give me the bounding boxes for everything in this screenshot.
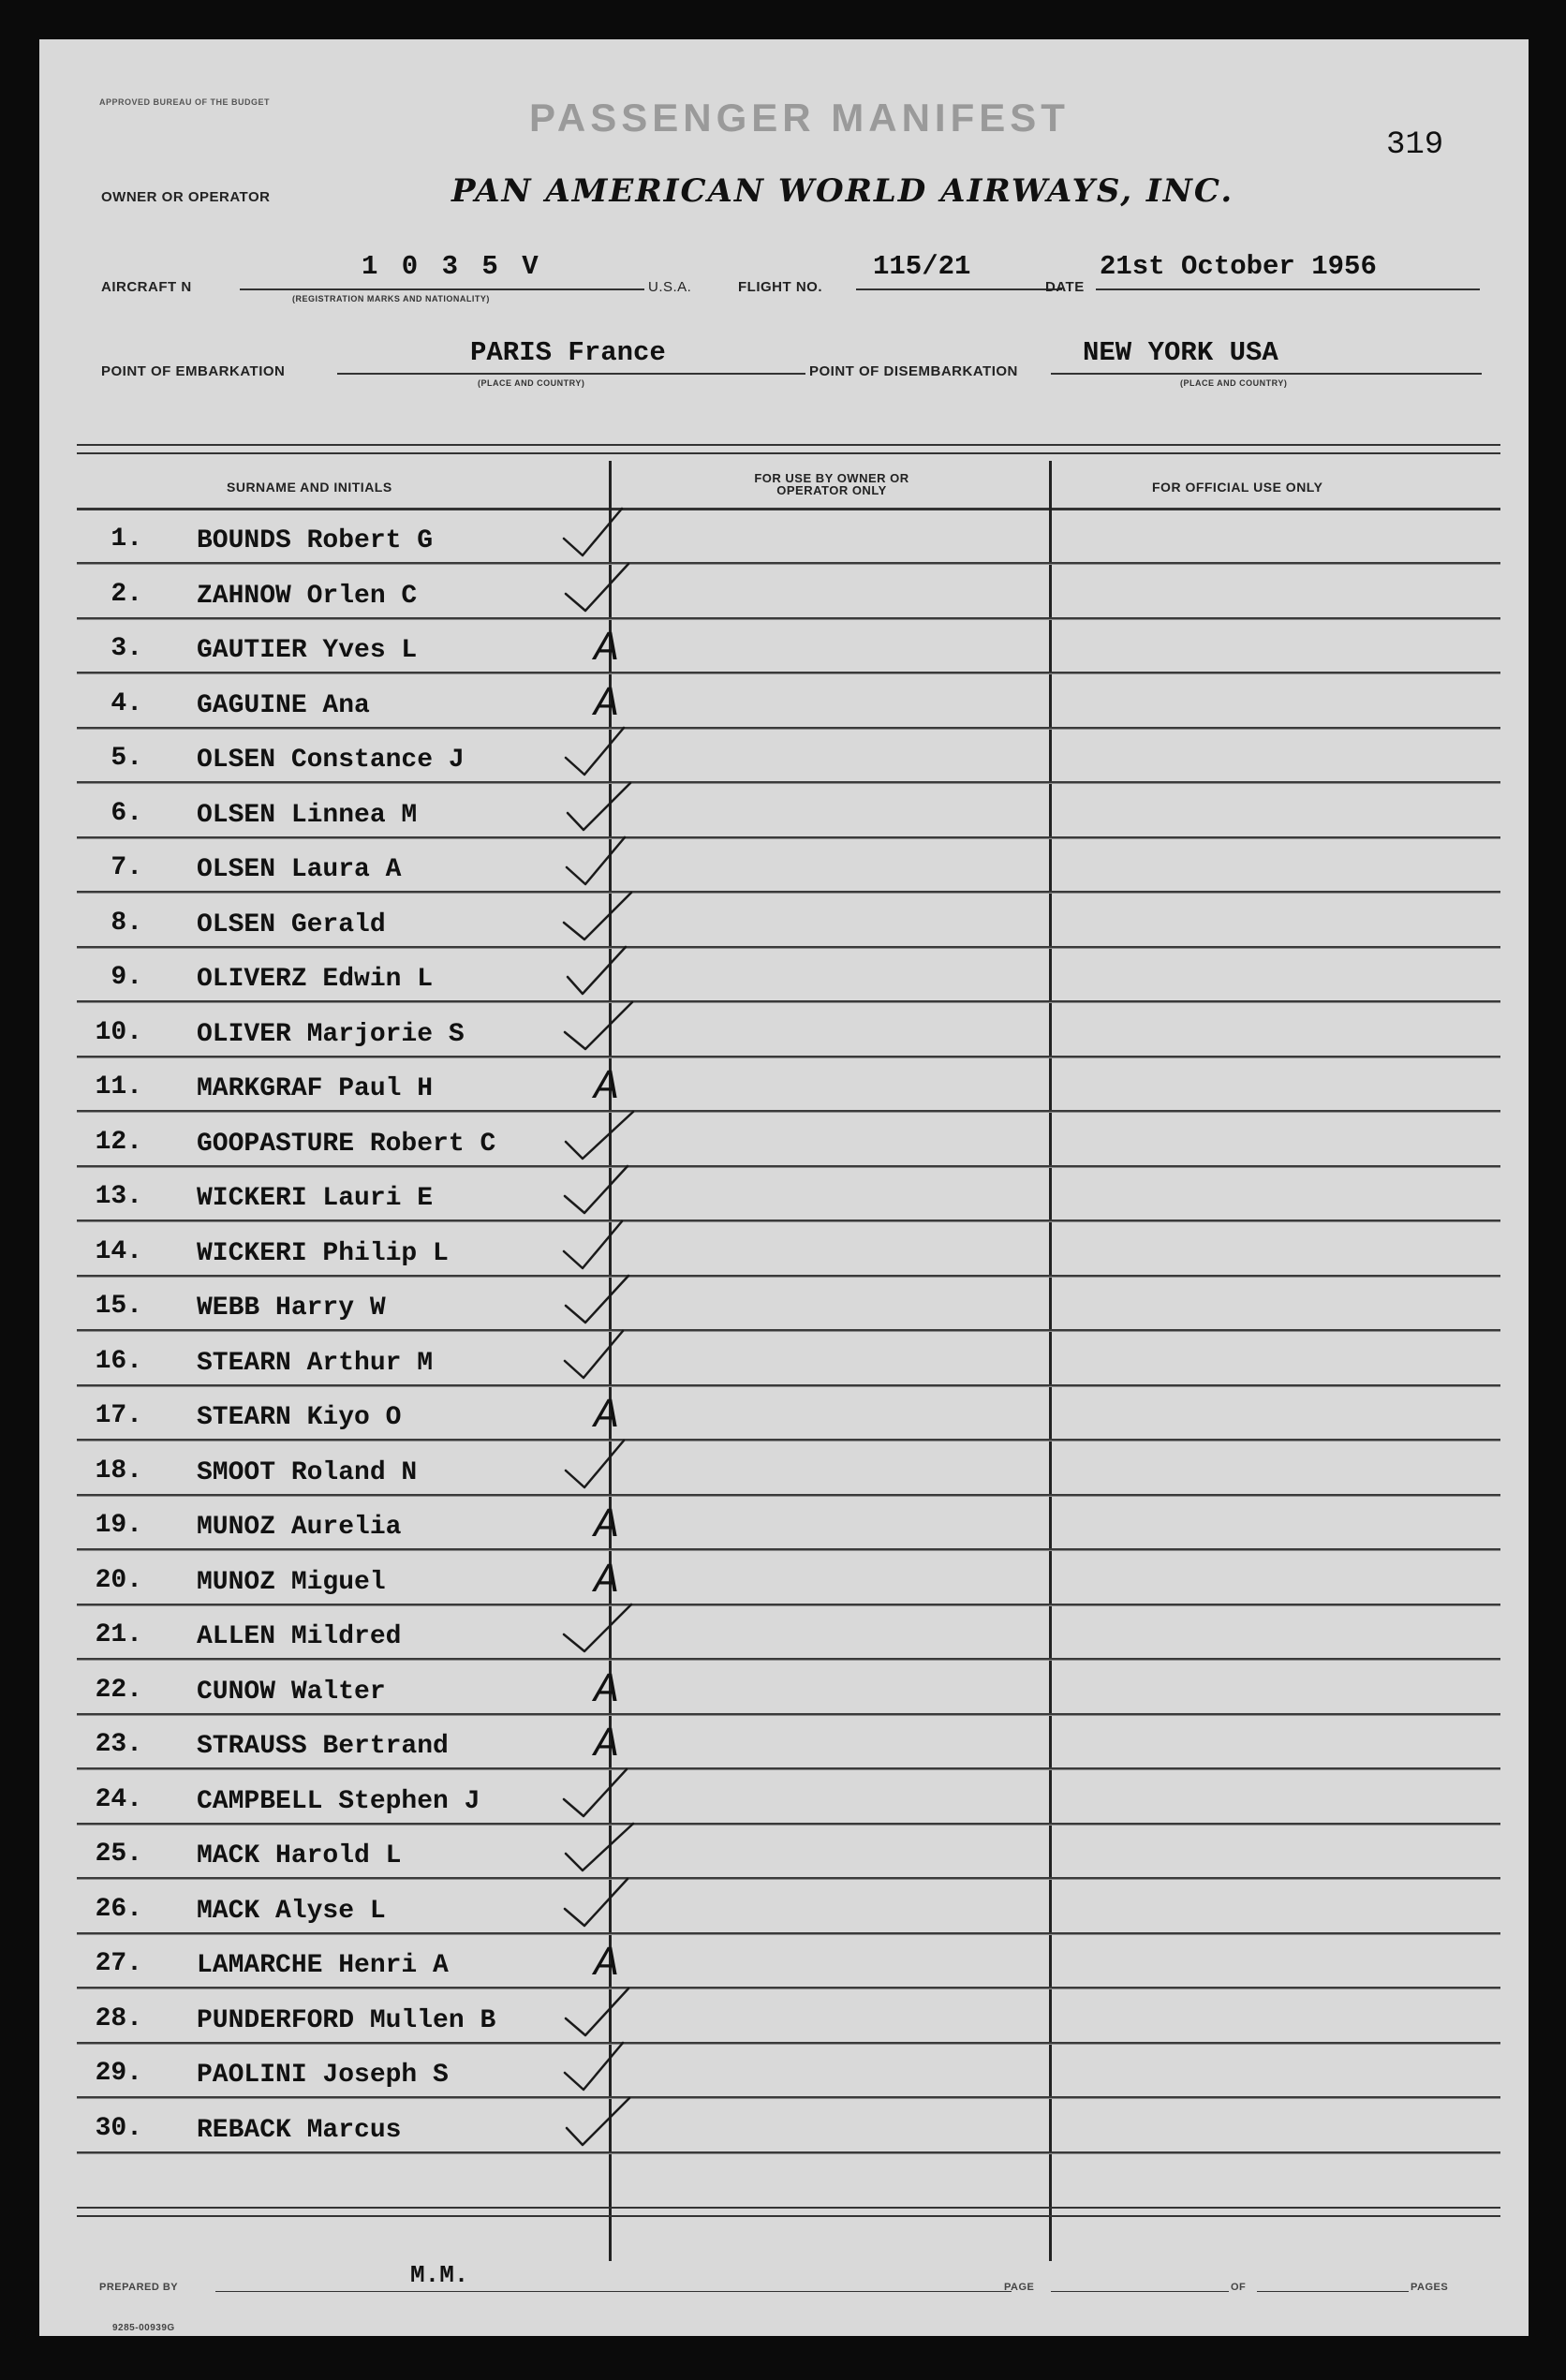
- check-mark-icon: [556, 503, 659, 561]
- embarkation-value: PARIS France: [470, 337, 666, 368]
- passenger-name: GAUTIER Yves L: [197, 636, 418, 665]
- prepared-value: M.M.: [410, 2261, 469, 2289]
- passenger-name: GOOPASTURE Robert C: [197, 1129, 496, 1159]
- check-mark-icon: [556, 1983, 659, 2041]
- check-mark-icon: [556, 2092, 659, 2151]
- passenger-name: STEARN Arthur M: [197, 1348, 434, 1378]
- page-label: PAGE: [1004, 2282, 1035, 2293]
- check-mark-icon: [556, 1325, 659, 1383]
- passenger-name: CUNOW Walter: [197, 1677, 386, 1707]
- row-number: 14.: [95, 1236, 142, 1266]
- table-row: [77, 1114, 1500, 1168]
- check-mark-icon: [556, 2037, 659, 2095]
- passenger-name: OLIVERZ Edwin L: [197, 965, 434, 994]
- owner-value: PAN AMERICAN WORLD AIRWAYS, INC.: [451, 172, 1234, 210]
- row-number: 18.: [95, 1456, 142, 1486]
- passenger-name: WICKERI Lauri E: [197, 1184, 434, 1213]
- row-number: 20.: [95, 1565, 142, 1595]
- disembarkation-label: POINT OF DISEMBARKATION: [809, 363, 1018, 379]
- passenger-name: OLSEN Linnea M: [197, 800, 418, 830]
- table-row: [77, 1442, 1500, 1497]
- handwritten-a-text: A: [594, 1722, 620, 1765]
- passenger-name: ZAHNOW Orlen C: [197, 581, 418, 611]
- table-row: [77, 675, 1500, 730]
- handwritten-a-text: A: [594, 1941, 620, 1984]
- check-mark-icon: [556, 997, 659, 1055]
- prepared-label: PREPARED BY: [99, 2282, 179, 2293]
- form-code: 9285-00939G: [112, 2323, 175, 2333]
- handwritten-a-text: A: [594, 626, 620, 669]
- passenger-name: MUNOZ Miguel: [197, 1567, 386, 1597]
- handwritten-a-text: A: [594, 1064, 620, 1107]
- table-row: [77, 620, 1500, 674]
- row-number: 7.: [111, 853, 142, 882]
- passenger-name: GAGUINE Ana: [197, 690, 370, 720]
- table-row: [77, 1004, 1500, 1058]
- aircraft-value: 1 0 3 5 V: [362, 251, 542, 282]
- owner-label: OWNER OR OPERATOR: [101, 189, 271, 205]
- embarkation-label: POINT OF EMBARKATION: [101, 363, 286, 379]
- table-row: [77, 1168, 1500, 1222]
- passenger-name: STEARN Kiyo O: [197, 1403, 402, 1432]
- passenger-name: OLIVER Marjorie S: [197, 1019, 465, 1049]
- table-row: [77, 1826, 1500, 1880]
- row-number: 8.: [111, 908, 142, 938]
- passenger-name: OLSEN Laura A: [197, 855, 402, 884]
- table-row: [77, 1387, 1500, 1441]
- passenger-name: MUNOZ Aurelia: [197, 1513, 402, 1542]
- row-number: 6.: [111, 798, 142, 828]
- check-mark-icon: [556, 887, 659, 945]
- row-number: 3.: [111, 634, 142, 663]
- row-number: 16.: [95, 1346, 142, 1376]
- check-mark-icon: [556, 558, 659, 616]
- table-row: [77, 510, 1500, 565]
- passenger-name: BOUNDS Robert G: [197, 526, 434, 555]
- disembarkation-value: NEW YORK USA: [1083, 337, 1278, 368]
- check-mark-icon: [556, 1106, 659, 1164]
- check-mark-icon: [556, 777, 659, 835]
- handwritten-a-text: A: [594, 680, 620, 724]
- row-number: 24.: [95, 1784, 142, 1814]
- table-top-rule: [77, 444, 1500, 454]
- row-number: 13.: [95, 1182, 142, 1211]
- check-mark-icon: [556, 1216, 659, 1274]
- check-mark-icon: [556, 1599, 659, 1657]
- handwritten-a-mark: [556, 1708, 659, 1767]
- page-number: 319: [1386, 127, 1444, 163]
- row-number: 5.: [111, 744, 142, 773]
- passenger-name: LAMARCHE Henri A: [197, 1951, 449, 1980]
- check-mark-icon: [556, 1435, 659, 1493]
- passenger-name: OLSEN Gerald: [197, 909, 386, 939]
- table-row: [77, 1935, 1500, 1989]
- table-row: [77, 1278, 1500, 1332]
- table-row: [77, 949, 1500, 1003]
- table-row: [77, 1333, 1500, 1387]
- check-mark-icon: [556, 722, 659, 780]
- handwritten-a-mark: [556, 613, 659, 671]
- row-number: 22.: [95, 1675, 142, 1705]
- table-row: [77, 2100, 1500, 2154]
- table-row: [77, 1223, 1500, 1278]
- row-number: 25.: [95, 1840, 142, 1869]
- flight-value: 115/21: [873, 251, 971, 282]
- row-number: 10.: [95, 1017, 142, 1047]
- row-number: 1.: [111, 525, 142, 554]
- row-number: 9.: [111, 963, 142, 992]
- check-mark-icon: [556, 832, 659, 890]
- passenger-name: OLSEN Constance J: [197, 746, 465, 775]
- row-number: 4.: [111, 688, 142, 718]
- handwritten-a-mark: [556, 1928, 659, 1986]
- row-number: 30.: [95, 2113, 142, 2143]
- table-row: [77, 1771, 1500, 1826]
- flight-label: FLIGHT NO.: [738, 279, 822, 295]
- table-row: [77, 1552, 1500, 1606]
- table-row: [77, 1662, 1500, 1716]
- table-row: [77, 839, 1500, 894]
- table-row: [77, 566, 1500, 620]
- passenger-name: SMOOT Roland N: [197, 1457, 418, 1487]
- check-mark-icon: [556, 1160, 659, 1219]
- handwritten-a-mark: [556, 668, 659, 726]
- handwritten-a-mark: [556, 1654, 659, 1712]
- handwritten-a-mark: [556, 1489, 659, 1547]
- handwritten-a-text: A: [594, 1557, 620, 1601]
- form-title: PASSENGER MANIFEST: [529, 96, 1070, 140]
- col-header-official: FOR OFFICIAL USE ONLY: [1152, 480, 1323, 495]
- manifest-page: [39, 39, 1529, 2336]
- passenger-name: PAOLINI Joseph S: [197, 2061, 449, 2090]
- row-number: 21.: [95, 1620, 142, 1649]
- row-number: 11.: [95, 1072, 142, 1101]
- approval-stamp: APPROVED BUREAU OF THE BUDGET: [99, 97, 271, 107]
- row-number: 19.: [95, 1511, 142, 1540]
- table-row: [77, 2045, 1500, 2099]
- passenger-name: MACK Alyse L: [197, 1896, 386, 1926]
- check-mark-icon: [556, 1873, 659, 1931]
- passenger-name: PUNDERFORD Mullen B: [197, 2005, 496, 2035]
- table-row: [77, 1881, 1500, 1935]
- col-header-owner: FOR USE BY OWNER OR OPERATOR ONLY: [754, 471, 909, 497]
- table-row: [77, 1990, 1500, 2045]
- pages-label: PAGES: [1411, 2282, 1449, 2293]
- row-number: 17.: [95, 1401, 142, 1430]
- table-bottom-rule: [77, 2207, 1500, 2217]
- check-mark-icon: [556, 1764, 659, 1822]
- passenger-name: MACK Harold L: [197, 1841, 402, 1870]
- table-row: [77, 785, 1500, 839]
- handwritten-a-text: A: [594, 1502, 620, 1545]
- embarkation-caption: (PLACE AND COUNTRY): [478, 378, 585, 388]
- date-value: 21st October 1956: [1100, 251, 1377, 282]
- table-row: [77, 1716, 1500, 1770]
- passenger-name: CAMPBELL Stephen J: [197, 1786, 480, 1816]
- row-number: 29.: [95, 2059, 142, 2088]
- passenger-name: MARKGRAF Paul H: [197, 1074, 434, 1103]
- passenger-name: WEBB Harry W: [197, 1293, 386, 1323]
- passenger-name: ALLEN Mildred: [197, 1622, 402, 1651]
- handwritten-a-text: A: [594, 1666, 620, 1710]
- table-row: [77, 730, 1500, 784]
- table-row: [77, 1058, 1500, 1113]
- row-number: 27.: [95, 1949, 142, 1978]
- row-number: 2.: [111, 579, 142, 609]
- col-header-surname: SURNAME AND INITIALS: [227, 480, 392, 495]
- check-mark-icon: [556, 941, 659, 999]
- handwritten-a-mark: [556, 1380, 659, 1438]
- table-row: [77, 1497, 1500, 1551]
- passenger-name: WICKERI Philip L: [197, 1238, 449, 1268]
- row-number: 15.: [95, 1292, 142, 1321]
- passenger-name: STRAUSS Bertrand: [197, 1732, 449, 1761]
- registration-caption: (REGISTRATION MARKS AND NATIONALITY): [292, 294, 490, 303]
- row-number: 28.: [95, 2003, 142, 2033]
- of-label: OF: [1231, 2282, 1247, 2293]
- table-row: [77, 894, 1500, 949]
- disembarkation-caption: (PLACE AND COUNTRY): [1180, 378, 1288, 388]
- check-mark-icon: [556, 1270, 659, 1328]
- usa-label: U.S.A.: [648, 279, 692, 295]
- aircraft-label: AIRCRAFT N: [101, 279, 192, 295]
- row-number: 23.: [95, 1730, 142, 1759]
- handwritten-a-mark: [556, 1545, 659, 1603]
- date-label: DATE: [1045, 279, 1085, 295]
- check-mark-icon: [556, 1818, 659, 1876]
- handwritten-a-mark: [556, 1051, 659, 1109]
- passenger-name: REBACK Marcus: [197, 2115, 402, 2145]
- row-number: 26.: [95, 1894, 142, 1924]
- table-row: [77, 1606, 1500, 1661]
- handwritten-a-text: A: [594, 1393, 620, 1436]
- row-number: 12.: [95, 1127, 142, 1157]
